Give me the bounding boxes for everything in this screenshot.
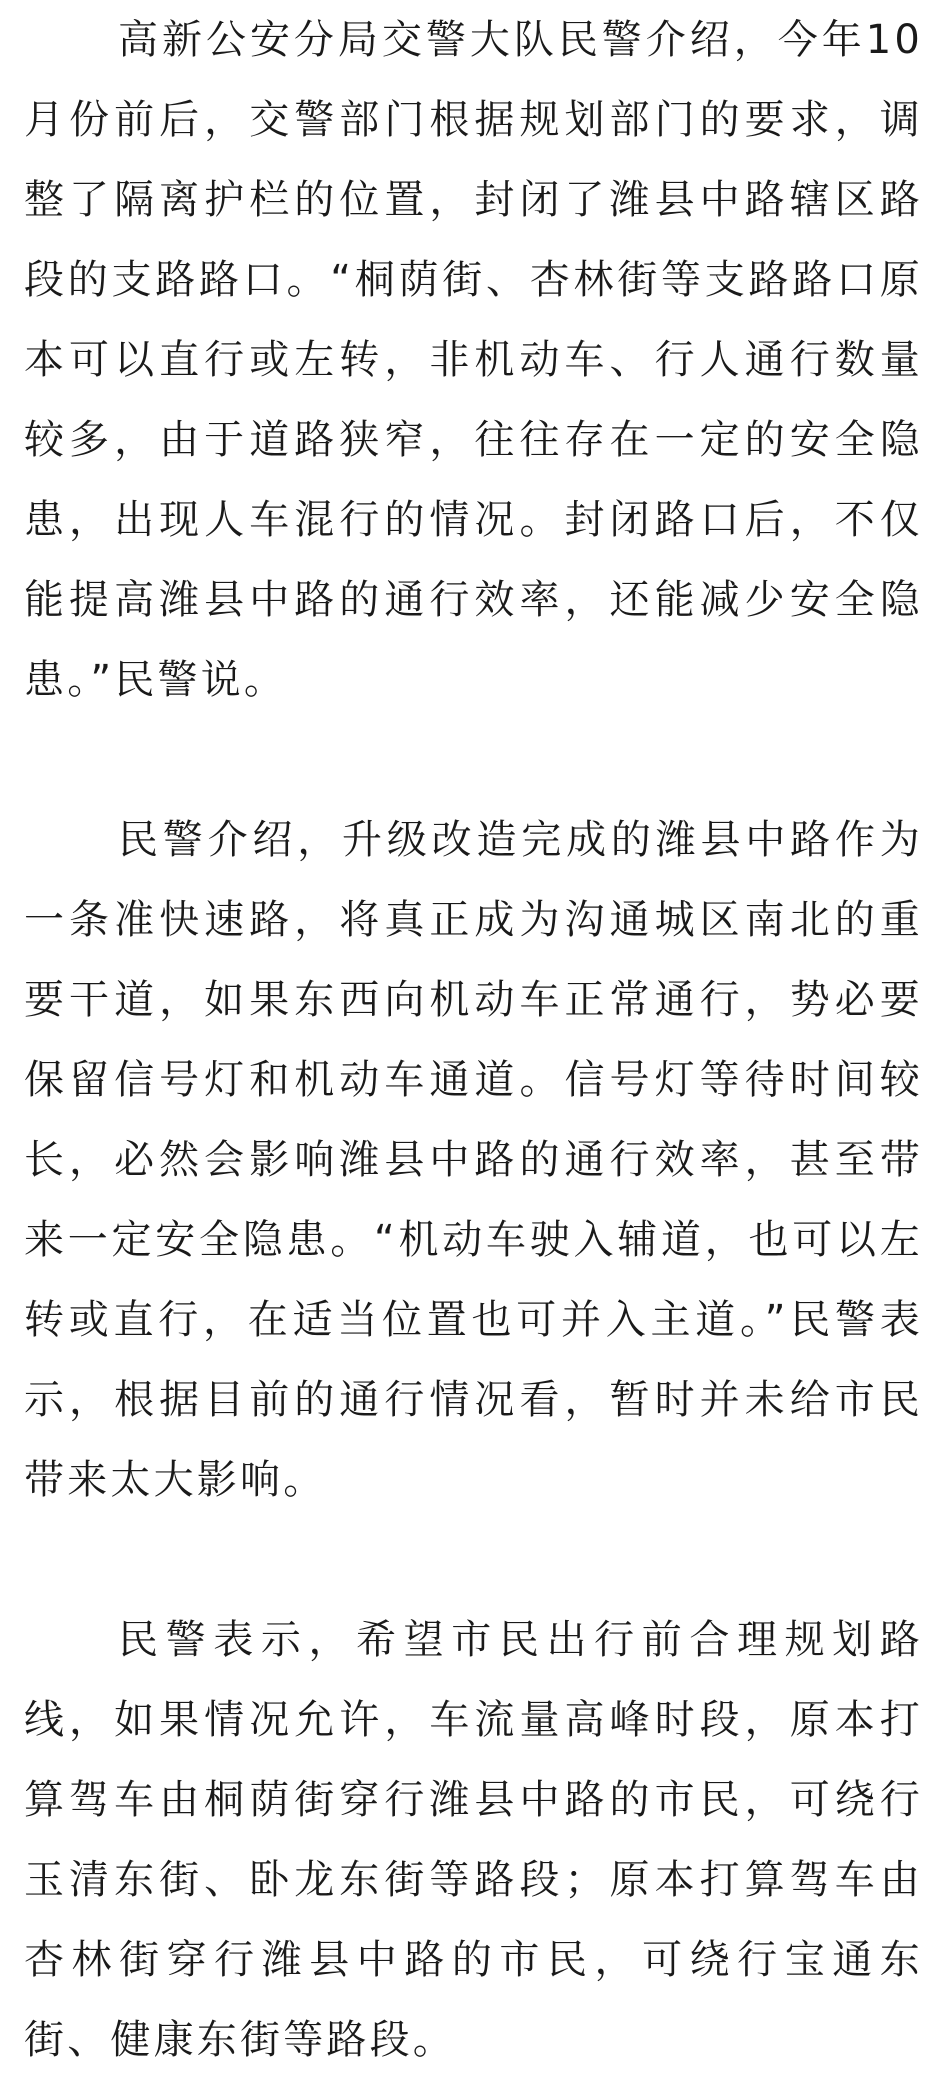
paragraph-2: 民警介绍，升级改造完成的潍县中路作为一条准快速路，将真正成为沟通城区南北的重要干道，如果东西向机动车正常通行，势必要保留信号灯和机动车通道。信号灯等待时间较长，必然会影响潍县中路的通行效率，甚至带来一定安全隐患。“机动车驶入辅道，也可以左转或直行，在适当位置也可并入主道。”民警表示，根据目前的通行情况看，暂时并未给市民带来太大影响。: [24, 817, 923, 1503]
paragraph-1: 高新公安分局交警大队民警介绍，今年10月份前后，交警部门根据规划部门的要求，调整了隔离护栏的位置，封闭了潍县中路辖区路段的支路路口。“桐荫街、杏林街等支路路口原本可以直行或左转，非机动车、行人通行数量较多，由于道路狭窄，往往存在一定的安全隐患，出现人车混行的情况。封闭路口后，不仅能提高潍县中路的通行效率，还能减少安全隐患。”民警说。: [24, 17, 923, 703]
paragraph-3: 民警表示，希望市民出行前合理规划路线，如果情况允许，车流量高峰时段，原本打算驾车由桐荫街穿行潍县中路的市民，可绕行玉清东街、卧龙东街等路段；原本打算驾车由杏林街穿行潍县中路的市民，可绕行宝通东街、健康东街等路段。: [24, 1617, 923, 2063]
